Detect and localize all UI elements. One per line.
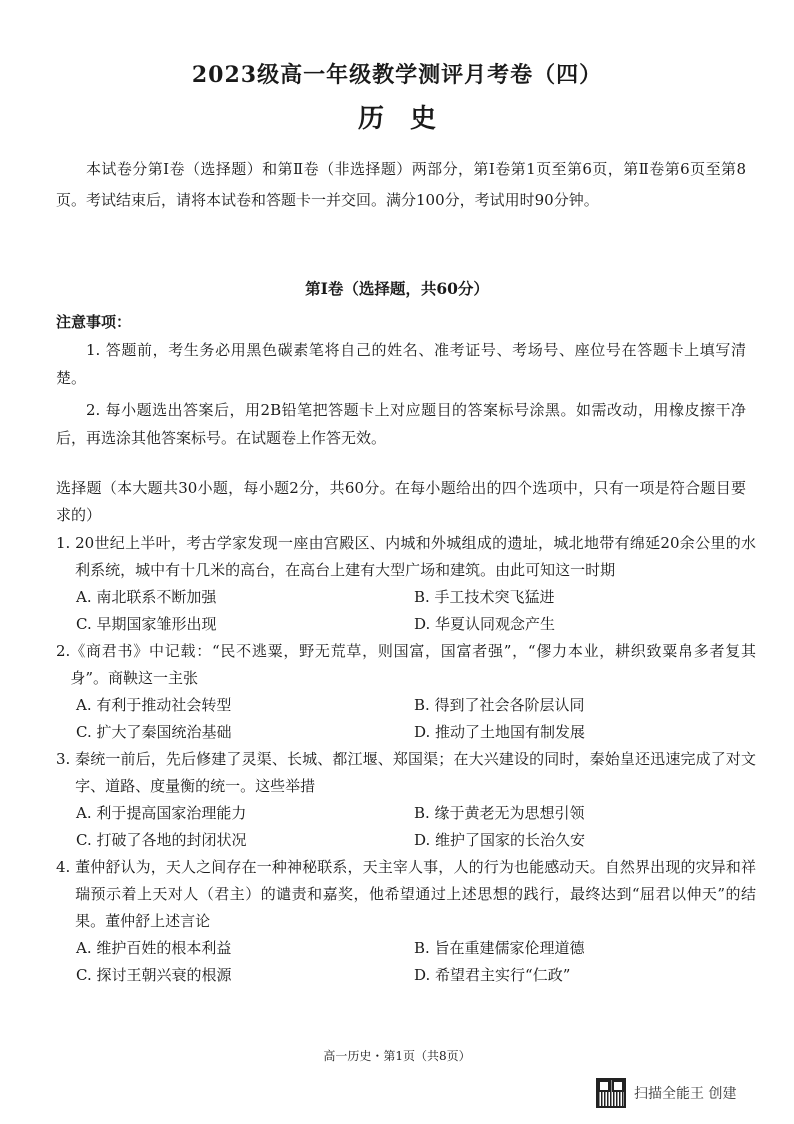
question-4	[56, 854, 756, 989]
question-number: 3.	[56, 750, 76, 768]
question-stem: 秦统一前后，先后修建了灵渠、长城、都江堰、郑国渠；在大兴建设的同时，秦始皇还迅速完成了对文字、道路、度量衡的统一。这些举措	[75, 750, 756, 795]
option-b: B. 缘于黄老无为思想引领	[414, 804, 585, 822]
question-stem: 20世纪上半叶，考古学家发现一座由宫殿区、内城和外城组成的遗址，城北地带有绵延20余公里的水利系统，城中有十几米的高台，在高台上建有大型广场和建筑。由此可知这一时期	[75, 534, 756, 579]
question-stem: 董仲舒认为，天人之间存在一种神秘联系，天主宰人事，人的行为也能感动天。自然界出现的灾异和祥瑞预示着上天对人（君主）的谴责和嘉奖，他希望通过上述思想的践行，最终达到“屈君以伸天”的结果。董仲舒上述言论	[75, 858, 756, 930]
question-stem: 《商君书》中记载：“民不逃粟，野无荒草，则国富，国富者强”，“僇力本业，耕织致粟帛多者复其身”。商鞅这一主张	[70, 642, 756, 687]
question-number: 4.	[56, 858, 76, 876]
question-1	[56, 530, 756, 638]
question-number: 2.	[56, 642, 71, 660]
option-c: C. 扩大了秦国统治基础	[76, 723, 232, 741]
option-d: D. 华夏认同观念产生	[414, 615, 556, 633]
qr-code-icon	[596, 1078, 626, 1108]
subject-title: 历史	[357, 104, 462, 134]
question-list	[56, 530, 756, 989]
option-c: C. 打破了各地的封闭状况	[76, 831, 247, 849]
option-d: D. 希望君主实行“仁政”	[414, 966, 571, 984]
option-a: A. 维护百姓的根本利益	[76, 939, 232, 957]
exam-title: 2023级高一年级教学测评月考卷（四）	[191, 62, 603, 88]
notice-block	[56, 308, 746, 452]
option-b: B. 旨在重建儒家伦理道德	[414, 939, 585, 957]
watermark-text: 扫描全能王 创建	[634, 1086, 737, 1102]
option-b: B. 手工技术突飞猛进	[414, 588, 555, 606]
notice-item: 1. 答题前，考生务必用黑色碳素笔将自己的姓名、准考证号、考场号、座位号在答题卡上填写清楚。	[56, 341, 746, 387]
option-b: B. 得到了社会各阶层认同	[414, 696, 585, 714]
option-c: C. 早期国家雏形出现	[76, 615, 217, 633]
section-title: 第Ⅰ卷（选择题，共60分）	[305, 279, 489, 298]
intro-paragraph: 本试卷分第Ⅰ卷（选择题）和第Ⅱ卷（非选择题）两部分，第Ⅰ卷第1页至第6页，第Ⅱ卷第6页至第8页。考试结束后，请将本试卷和答题卡一并交回。满分100分，考试用时90分钟。	[56, 160, 746, 209]
option-a: A. 利于提高国家治理能力	[76, 804, 247, 822]
question-number: 1.	[56, 534, 76, 552]
option-a: A. 有利于推动社会转型	[76, 696, 232, 714]
question-3	[56, 746, 756, 854]
notice-heading: 注意事项：	[56, 313, 132, 331]
option-a: A. 南北联系不断加强	[76, 588, 217, 606]
option-d: D. 维护了国家的长治久安	[414, 831, 586, 849]
option-c: C. 探讨王朝兴衰的根源	[76, 966, 232, 984]
question-2	[56, 638, 756, 746]
page-footer: 高一历史・第1页（共8页）	[323, 1049, 471, 1063]
question-instruction: 选择题（本大题共30小题，每小题2分，共60分。在每小题给出的四个选项中，只有一项是符合题目要求的）	[56, 479, 746, 524]
notice-item: 2. 每小题选出答案后，用2B铅笔把答题卡上对应题目的答案标号涂黑。如需改动，用橡皮擦干净后，再选涂其他答案标号。在试题卷上作答无效。	[56, 401, 746, 447]
option-d: D. 推动了土地国有制发展	[414, 723, 586, 741]
scanner-watermark	[596, 1076, 736, 1110]
